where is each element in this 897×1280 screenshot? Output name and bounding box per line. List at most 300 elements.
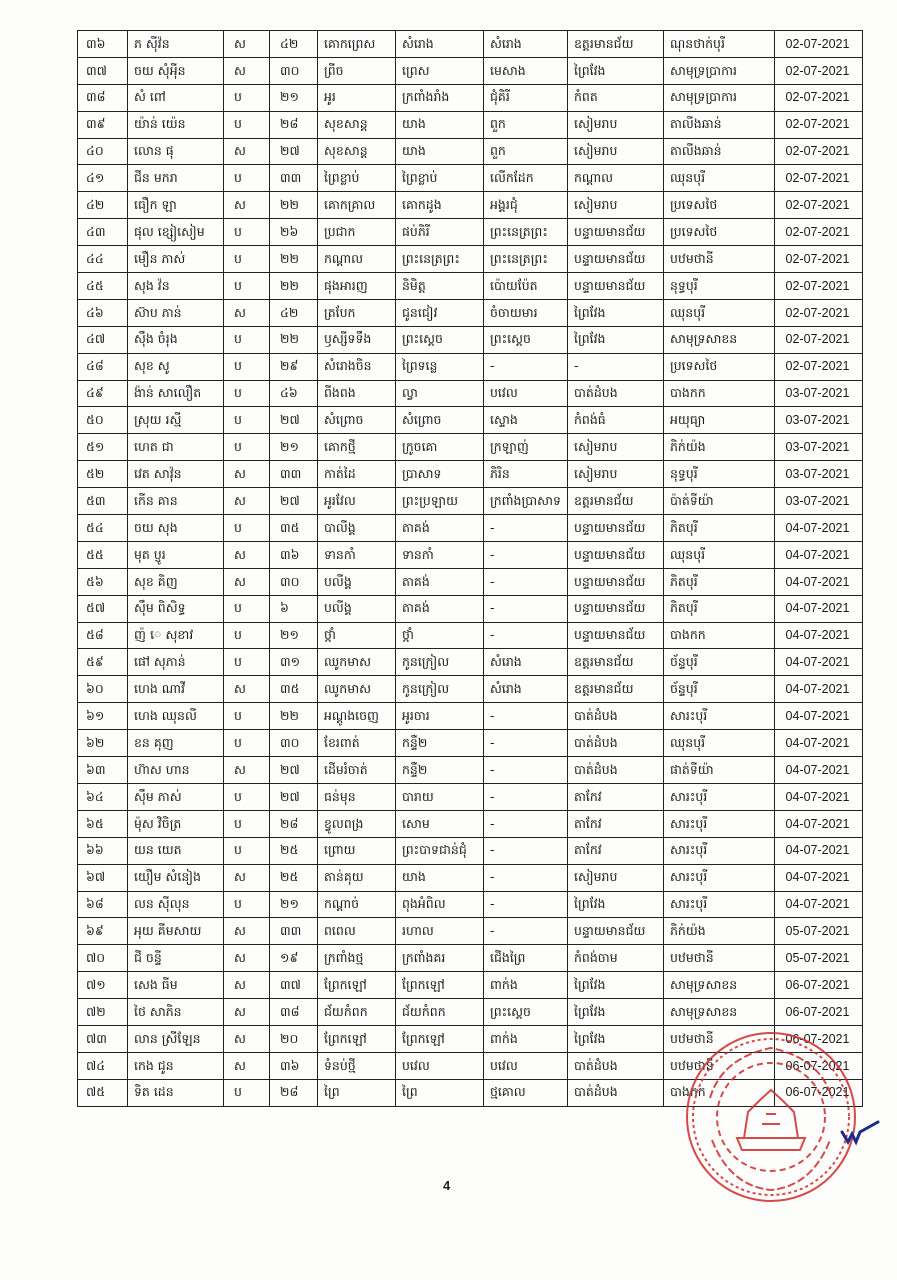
cell-province: សៀមរាប <box>568 111 664 138</box>
cell-age: ២០ <box>270 1025 318 1052</box>
cell-from: ភិតបុរី <box>664 568 775 595</box>
cell-from: សាមុទ្រប្រាការ <box>664 84 775 111</box>
cell-date: 04-07-2021 <box>775 649 863 676</box>
cell-sex: ស <box>224 945 270 972</box>
cell-date: 04-07-2021 <box>775 676 863 703</box>
cell-province: បន្ទាយមានជ័យ <box>568 541 664 568</box>
cell-no: ៦០ <box>78 676 128 703</box>
cell-province: បាត់ដំបង <box>568 757 664 784</box>
cell-from: សាមុទ្រសាខន <box>664 326 775 353</box>
cell-district: ចំចាយមារ <box>484 299 568 326</box>
cell-name: ភ សុីវ៉ន <box>128 31 224 58</box>
cell-province: សៀមរាប <box>568 138 664 165</box>
cell-date: 02-07-2021 <box>775 111 863 138</box>
cell-name: ហេង ឈុនលី <box>128 703 224 730</box>
cell-age: ៦ <box>270 595 318 622</box>
cell-province: បាត់ដំបង <box>568 1079 664 1106</box>
cell-from: បាងកក <box>664 1079 775 1106</box>
cell-district: ព្រះនេត្រព្រះ <box>484 219 568 246</box>
cell-from: ភិតបុរី <box>664 595 775 622</box>
cell-from: ច័ន្ទបុរី <box>664 649 775 676</box>
cell-no: ៤៥ <box>78 273 128 300</box>
cell-date: 04-07-2021 <box>775 810 863 837</box>
table-row <box>78 461 863 488</box>
cell-name: ហ៊ាស ហាន <box>128 757 224 784</box>
cell-sex: ប <box>224 407 270 434</box>
cell-no: ៤១ <box>78 165 128 192</box>
cell-province: ព្រៃវែង <box>568 299 664 326</box>
cell-sex: ប <box>224 246 270 273</box>
cell-name: ខន គុញ <box>128 730 224 757</box>
cell-age: ២៨ <box>270 810 318 837</box>
cell-district: ប៉ោយប៉ែត <box>484 273 568 300</box>
cell-from: បឋមថានី <box>664 1025 775 1052</box>
cell-date: 04-07-2021 <box>775 864 863 891</box>
cell-name: ទិត ដេន <box>128 1079 224 1106</box>
table-row <box>78 1052 863 1079</box>
cell-sex: ប <box>224 434 270 461</box>
cell-age: ២៧ <box>270 757 318 784</box>
cell-village: ខែរពាត់ <box>318 730 396 757</box>
cell-age: ៣៧ <box>270 972 318 999</box>
cell-no: ៧២ <box>78 999 128 1026</box>
cell-name: យឿម សំនៀង <box>128 864 224 891</box>
cell-age: ២៧ <box>270 407 318 434</box>
cell-date: 02-07-2021 <box>775 273 863 300</box>
cell-from: សាមុទ្រប្រាការ <box>664 57 775 84</box>
cell-sex: ប <box>224 783 270 810</box>
cell-no: ៥៥ <box>78 541 128 568</box>
cell-date: 02-07-2021 <box>775 138 863 165</box>
cell-district: ក្រពាំងប្រាសាទ <box>484 488 568 515</box>
cell-province: បន្ទាយមានជ័យ <box>568 595 664 622</box>
cell-age: ៣៥ <box>270 515 318 542</box>
cell-date: 06-07-2021 <box>775 999 863 1026</box>
cell-no: ៤៨ <box>78 353 128 380</box>
cell-district: ព្រះស្ដេច <box>484 999 568 1026</box>
cell-commune: កន្ទឺ២ <box>396 730 484 757</box>
cell-province: កំពត <box>568 84 664 111</box>
cell-no: ៧៣ <box>78 1025 128 1052</box>
table-row <box>78 273 863 300</box>
cell-sex: ប <box>224 703 270 730</box>
cell-from: ឈុនបុរី <box>664 299 775 326</box>
cell-village: ពពេល <box>318 918 396 945</box>
cell-age: ២៧ <box>270 488 318 515</box>
table-row <box>78 541 863 568</box>
cell-date: 02-07-2021 <box>775 246 863 273</box>
cell-district: មេសាង <box>484 57 568 84</box>
cell-no: ៤២ <box>78 192 128 219</box>
cell-name: សុង វ៉ន <box>128 273 224 300</box>
cell-sex: ស <box>224 541 270 568</box>
cell-date: 06-07-2021 <box>775 1052 863 1079</box>
cell-no: ៣៩ <box>78 111 128 138</box>
cell-date: 02-07-2021 <box>775 84 863 111</box>
cell-date: 06-07-2021 <box>775 972 863 999</box>
cell-name: យ៉ាន់ យ៉េន <box>128 111 224 138</box>
cell-district: សំរោង <box>484 676 568 703</box>
cell-village: ក្រពាំងថ្ម <box>318 945 396 972</box>
cell-no: ៥៨ <box>78 622 128 649</box>
cell-sex: ប <box>224 595 270 622</box>
cell-village: គោកថ្មី <box>318 434 396 461</box>
cell-province: បន្ទាយមានជ័យ <box>568 246 664 273</box>
cell-from: អយុធ្យា <box>664 407 775 434</box>
table-row <box>78 326 863 353</box>
cell-date: 02-07-2021 <box>775 353 863 380</box>
cell-age: ៣៦ <box>270 541 318 568</box>
table-row <box>78 999 863 1026</box>
cell-district: - <box>484 730 568 757</box>
records-table-body <box>78 31 863 1107</box>
records-table <box>77 30 863 1107</box>
cell-from: សារះបុរី <box>664 864 775 891</box>
cell-from: ច័ន្ទបុរី <box>664 676 775 703</box>
table-row <box>78 649 863 676</box>
cell-province: សៀមរាប <box>568 192 664 219</box>
cell-village: ព្រីច <box>318 57 396 84</box>
cell-district: ពួក <box>484 111 568 138</box>
cell-date: 03-07-2021 <box>775 461 863 488</box>
cell-district: - <box>484 541 568 568</box>
cell-no: ៥១ <box>78 434 128 461</box>
cell-sex: ប <box>224 353 270 380</box>
cell-no: ៦១ <box>78 703 128 730</box>
cell-district: - <box>484 757 568 784</box>
cell-district: - <box>484 783 568 810</box>
cell-from: សារះបុរី <box>664 837 775 864</box>
cell-province: កណ្ដាល <box>568 165 664 192</box>
cell-province: - <box>568 353 664 380</box>
table-row <box>78 1079 863 1106</box>
cell-date: 02-07-2021 <box>775 57 863 84</box>
cell-commune: ក្រពាំងគរ <box>396 945 484 972</box>
cell-no: ៥៣ <box>78 488 128 515</box>
signature-mark-icon <box>840 1118 880 1148</box>
cell-commune: កូនក្រៀល <box>396 676 484 703</box>
table-row <box>78 568 863 595</box>
cell-from: សារះបុរី <box>664 783 775 810</box>
cell-commune: ព្រៃខ្លាប់ <box>396 165 484 192</box>
cell-commune: អូរចារ <box>396 703 484 730</box>
cell-date: 04-07-2021 <box>775 837 863 864</box>
cell-commune: សោម <box>396 810 484 837</box>
cell-age: ២២ <box>270 326 318 353</box>
table-row <box>78 353 863 380</box>
cell-age: ២១ <box>270 622 318 649</box>
cell-commune: តាគង់ <box>396 568 484 595</box>
cell-age: ២៧ <box>270 783 318 810</box>
cell-no: ៦៤ <box>78 783 128 810</box>
cell-commune: ព្រែកឡៅ <box>396 1025 484 1052</box>
cell-no: ៥៩ <box>78 649 128 676</box>
cell-date: 02-07-2021 <box>775 219 863 246</box>
cell-district: ថ្មគោល <box>484 1079 568 1106</box>
cell-no: ៦៧ <box>78 864 128 891</box>
page-number: 4 <box>443 1178 451 1193</box>
cell-no: ៥៤ <box>78 515 128 542</box>
cell-district: - <box>484 595 568 622</box>
cell-commune: កូនក្រៀល <box>396 649 484 676</box>
cell-province: បន្ទាយមានជ័យ <box>568 622 664 649</box>
cell-village: ឈូកមាស <box>318 676 396 703</box>
cell-name: មឿន ភាស់ <box>128 246 224 273</box>
cell-province: បាត់ដំបង <box>568 380 664 407</box>
cell-commune: ព្រះស្ដេច <box>396 326 484 353</box>
cell-no: ៥៦ <box>78 568 128 595</box>
cell-name: ស៊ឹម ភាស់ <box>128 783 224 810</box>
cell-from: នុទ្ធបុរី <box>664 273 775 300</box>
cell-age: ៤២ <box>270 31 318 58</box>
cell-commune: ល្វា <box>396 380 484 407</box>
cell-commune: យាង <box>396 111 484 138</box>
cell-from: បឋមថានី <box>664 945 775 972</box>
cell-village: ថ្កាំ <box>318 622 396 649</box>
cell-village: បលីង្គ <box>318 568 396 595</box>
cell-age: ២៧ <box>270 138 318 165</box>
cell-sex: ស <box>224 972 270 999</box>
cell-district: - <box>484 515 568 542</box>
cell-district: ពាក់ង <box>484 972 568 999</box>
cell-district: - <box>484 703 568 730</box>
cell-village: ដើមរំចាត់ <box>318 757 396 784</box>
cell-village: អណ្ដូងចេញ <box>318 703 396 730</box>
cell-name: កេង ជូន <box>128 1052 224 1079</box>
cell-from: សារះបុរី <box>664 703 775 730</box>
table-row <box>78 380 863 407</box>
table-row <box>78 730 863 757</box>
cell-sex: ប <box>224 326 270 353</box>
cell-village: ព្រៃ <box>318 1079 396 1106</box>
cell-district: ព្រះនេត្រព្រះ <box>484 246 568 273</box>
cell-province: បន្ទាយមានជ័យ <box>568 568 664 595</box>
cell-village: អូរ <box>318 84 396 111</box>
cell-name: ជីន មករា <box>128 165 224 192</box>
cell-province: បន្ទាយមានជ័យ <box>568 273 664 300</box>
cell-commune: ក្រូចគោ <box>396 434 484 461</box>
cell-from: បឋមថានី <box>664 246 775 273</box>
table-row <box>78 138 863 165</box>
table-row <box>78 515 863 542</box>
cell-province: តាកែវ <box>568 810 664 837</box>
cell-from: ភិក់យ៉ង <box>664 918 775 945</box>
cell-village: ឈូកមាស <box>318 649 396 676</box>
cell-no: ៧១ <box>78 972 128 999</box>
cell-sex: ប <box>224 837 270 864</box>
cell-sex: ប <box>224 219 270 246</box>
cell-sex: ស <box>224 461 270 488</box>
cell-no: ៣៧ <box>78 57 128 84</box>
cell-name: លន ស៊ីលុន <box>128 891 224 918</box>
table-row <box>78 891 863 918</box>
cell-age: ២២ <box>270 703 318 730</box>
cell-commune: សំរោង <box>396 31 484 58</box>
cell-province: សៀមរាប <box>568 461 664 488</box>
cell-district: ក្រឡាញ់ <box>484 434 568 461</box>
cell-name: លោន ផុ <box>128 138 224 165</box>
cell-village: ផុងអារញ <box>318 273 396 300</box>
cell-name: ស្រុយ រស្មី <box>128 407 224 434</box>
cell-village: ប្រជាក <box>318 219 396 246</box>
cell-name: ហេង ណាវី <box>128 676 224 703</box>
cell-date: 04-07-2021 <box>775 568 863 595</box>
cell-age: ៣០ <box>270 57 318 84</box>
cell-date: 05-07-2021 <box>775 945 863 972</box>
table-row <box>78 407 863 434</box>
cell-province: តាកែវ <box>568 783 664 810</box>
cell-district: ជុំគិរី <box>484 84 568 111</box>
table-row <box>78 622 863 649</box>
cell-date: 04-07-2021 <box>775 541 863 568</box>
cell-name: កើន គាន <box>128 488 224 515</box>
cell-from: ភិក់យ៉ង <box>664 434 775 461</box>
table-row <box>78 488 863 515</box>
cell-from: តាលីងឆាន់ <box>664 138 775 165</box>
cell-age: ៣៣ <box>270 918 318 945</box>
cell-no: ៣៦ <box>78 31 128 58</box>
cell-commune: បវេល <box>396 1052 484 1079</box>
cell-name: សុខ គិញ <box>128 568 224 595</box>
cell-age: ៣៥ <box>270 676 318 703</box>
cell-district: - <box>484 864 568 891</box>
cell-village: បាលីង្គ <box>318 515 396 542</box>
cell-date: 02-07-2021 <box>775 31 863 58</box>
cell-province: បន្ទាយមានជ័យ <box>568 918 664 945</box>
cell-no: ៦៩ <box>78 918 128 945</box>
cell-district: ព្រះស្ដេច <box>484 326 568 353</box>
cell-sex: ស <box>224 192 270 219</box>
cell-province: តាកែវ <box>568 837 664 864</box>
cell-date: 03-07-2021 <box>775 434 863 461</box>
cell-province: ព្រៃវែង <box>568 891 664 918</box>
cell-sex: ស <box>224 676 270 703</box>
cell-commune: គោកដូង <box>396 192 484 219</box>
cell-date: 06-07-2021 <box>775 1079 863 1106</box>
cell-no: ៦៣ <box>78 757 128 784</box>
cell-age: ៣៣ <box>270 165 318 192</box>
cell-from: តាលីងឆាន់ <box>664 111 775 138</box>
cell-commune: ព្រៃទន្លេ <box>396 353 484 380</box>
table-row <box>78 165 863 192</box>
cell-commune: ជូនជៀវ <box>396 299 484 326</box>
cell-village: តាន់គុយ <box>318 864 396 891</box>
cell-village: គោកព្រេស <box>318 31 396 58</box>
cell-province: កំពង់ធំ <box>568 407 664 434</box>
cell-date: 06-07-2021 <box>775 1025 863 1052</box>
cell-name: វេត សាវ៉ុន <box>128 461 224 488</box>
cell-district: - <box>484 918 568 945</box>
cell-commune: កន្ទឺ២ <box>396 757 484 784</box>
table-row <box>78 972 863 999</box>
cell-no: ៦៥ <box>78 810 128 837</box>
stamp-bottom-text-arc <box>712 1140 830 1190</box>
cell-sex: ស <box>224 488 270 515</box>
cell-district: ភិរិន <box>484 461 568 488</box>
cell-province: ព្រៃវែង <box>568 999 664 1026</box>
cell-date: 03-07-2021 <box>775 407 863 434</box>
cell-name: យន យេត <box>128 837 224 864</box>
cell-province: ព្រៃវែង <box>568 1025 664 1052</box>
cell-district: - <box>484 353 568 380</box>
cell-province: ឧត្តរមានជ័យ <box>568 31 664 58</box>
cell-village: ព្រៃខ្លាប់ <box>318 165 396 192</box>
cell-age: ៣១ <box>270 649 318 676</box>
cell-village: ព្រែកឡៅ <box>318 1025 396 1052</box>
cell-from: ប្រទេសថៃ <box>664 219 775 246</box>
cell-village: សុខសាន្ត <box>318 138 396 165</box>
cell-age: ២២ <box>270 192 318 219</box>
cell-province: ព្រៃវែង <box>568 972 664 999</box>
cell-sex: ប <box>224 515 270 542</box>
cell-name: អុយ គីមសាយ <box>128 918 224 945</box>
table-row <box>78 1025 863 1052</box>
cell-village: កាត់ដៃ <box>318 461 396 488</box>
table-row <box>78 757 863 784</box>
table-row <box>78 57 863 84</box>
cell-age: ៣០ <box>270 730 318 757</box>
cell-province: បាត់ដំបង <box>568 730 664 757</box>
cell-sex: ប <box>224 649 270 676</box>
cell-from: ឈុនបុរី <box>664 165 775 192</box>
cell-sex: ប <box>224 273 270 300</box>
cell-village: សុខសាន្ត <box>318 111 396 138</box>
cell-name: ផៅ សុភាន់ <box>128 649 224 676</box>
cell-name: ធឿក ឡា <box>128 192 224 219</box>
cell-sex: ប <box>224 1079 270 1106</box>
cell-commune: ព្រះប្រឡាយ <box>396 488 484 515</box>
cell-date: 04-07-2021 <box>775 595 863 622</box>
cell-no: ៣៨ <box>78 84 128 111</box>
cell-age: ៤២ <box>270 299 318 326</box>
cell-village: សំរោងចិន <box>318 353 396 380</box>
cell-age: ២៨ <box>270 1079 318 1106</box>
cell-from: ផាត់ទីយ៉ា <box>664 757 775 784</box>
cell-age: ២១ <box>270 434 318 461</box>
cell-name: សេង ធីម <box>128 972 224 999</box>
cell-date: 04-07-2021 <box>775 703 863 730</box>
cell-age: ៤៦ <box>270 380 318 407</box>
cell-from: បឋមថានី <box>664 1052 775 1079</box>
cell-village: ទានកាំ <box>318 541 396 568</box>
cell-sex: ស <box>224 864 270 891</box>
cell-age: ២៥ <box>270 837 318 864</box>
cell-village: សំព្រោច <box>318 407 396 434</box>
cell-sex: ប <box>224 111 270 138</box>
cell-commune: តាគង់ <box>396 515 484 542</box>
cell-commune: យាង <box>396 138 484 165</box>
cell-district: ពួក <box>484 138 568 165</box>
cell-sex: ស <box>224 757 270 784</box>
cell-from: បាងកក <box>664 380 775 407</box>
table-row <box>78 219 863 246</box>
cell-no: ៤៦ <box>78 299 128 326</box>
table-row <box>78 434 863 461</box>
cell-commune: ប្រាសាទ <box>396 461 484 488</box>
cell-age: ៣០ <box>270 568 318 595</box>
cell-commune: ព្រៃ <box>396 1079 484 1106</box>
cell-sex: ប <box>224 891 270 918</box>
cell-district: សំរោង <box>484 649 568 676</box>
cell-village: ឫស្សីទទឹង <box>318 326 396 353</box>
cell-district: - <box>484 837 568 864</box>
cell-date: 04-07-2021 <box>775 891 863 918</box>
cell-village: កណ្ដាច់ <box>318 891 396 918</box>
cell-from: ប៉ាត់ទីយ៉ា <box>664 488 775 515</box>
cell-sex: ប <box>224 622 270 649</box>
cell-commune: ព្រះបាទជាន់ជុំ <box>396 837 484 864</box>
cell-date: 05-07-2021 <box>775 918 863 945</box>
